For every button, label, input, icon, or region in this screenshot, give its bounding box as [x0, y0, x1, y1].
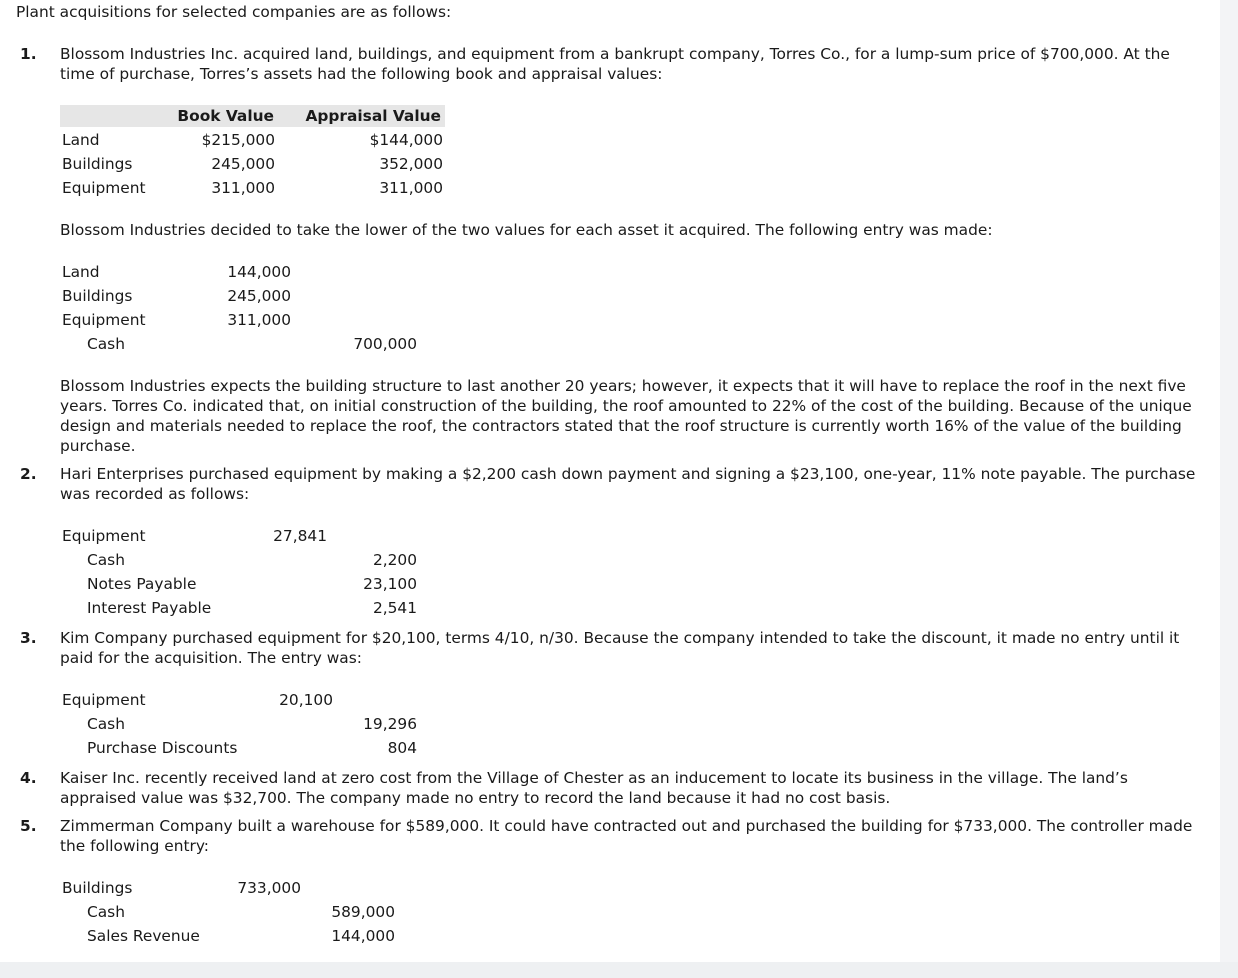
entry-debit: 311,000 — [227, 311, 291, 329]
entry-debit: 20,100 — [279, 691, 333, 709]
entry-credit: 700,000 — [353, 335, 417, 353]
entry-account: Purchase Discounts — [87, 739, 238, 757]
item-number-4: 4. — [20, 769, 37, 787]
item-5-text: Zimmerman Company built a warehouse for $589,000. It could have contracted out and purchased the building for $733,000. The controller made the following entry: — [60, 817, 1193, 855]
item-1-text: Blossom Industries Inc. acquired land, buildings, and equipment from a bankrupt company, Torres Co., for a lump-sum price of $700,000. At the time of purchase, Torres’s assets had the following book and appraisal values: — [60, 45, 1170, 83]
page-bottom-edge — [0, 962, 1238, 978]
item-number-1: 1. — [20, 45, 37, 63]
table-cell-book: $215,000 — [201, 131, 275, 149]
item-number-3: 3. — [20, 629, 37, 647]
entry-account: Sales Revenue — [87, 927, 200, 945]
table-cell-appraisal: $144,000 — [369, 131, 443, 149]
entry-account: Land — [62, 263, 100, 281]
entry-credit: 2,541 — [372, 599, 417, 617]
entry-account: Notes Payable — [87, 575, 197, 593]
entry-account: Equipment — [62, 691, 146, 709]
table-row-label: Buildings — [62, 155, 133, 173]
entry-credit: 144,000 — [331, 927, 395, 945]
table-header-appraisal-value: Appraisal Value — [305, 107, 441, 125]
table-cell-appraisal: 352,000 — [379, 155, 443, 173]
page-scroll-gutter — [1220, 0, 1238, 978]
entry-account: Cash — [87, 715, 125, 733]
table-row-label: Equipment — [62, 179, 146, 197]
entry-credit: 804 — [387, 739, 417, 757]
item-number-5: 5. — [20, 817, 37, 835]
entry-account: Cash — [87, 903, 125, 921]
entry-account: Equipment — [62, 311, 146, 329]
table-cell-book: 245,000 — [211, 155, 275, 173]
item-2-text: Hari Enterprises purchased equipment by making a $2,200 cash down payment and signing a $23,100, one-year, 11% note payable. The purchase was recorded as follows: — [60, 465, 1196, 503]
entry-debit: 245,000 — [227, 287, 291, 305]
intro-text: Plant acquisitions for selected companies are as follows: — [16, 3, 452, 21]
item-1-text-2: Blossom Industries decided to take the lower of the two values for each asset it acquired. The following entry was made: — [60, 221, 993, 239]
item-3-text: Kim Company purchased equipment for $20,100, terms 4/10, n/30. Because the company intended to take the discount, it made no entry until it paid for the acquisition. The entry was: — [60, 629, 1180, 667]
entry-credit: 2,200 — [372, 551, 417, 569]
entry-credit: 19,296 — [363, 715, 417, 733]
table-cell-appraisal: 311,000 — [379, 179, 443, 197]
item-4-text: Kaiser Inc. recently received land at zero cost from the Village of Chester as an inducement to locate its business in the village. The land’s appraised value was $32,700. The company made no entry to record the land because it had no cost basis. — [60, 769, 1128, 807]
table-header-book-value: Book Value — [177, 107, 274, 125]
entry-account: Buildings — [62, 879, 133, 897]
entry-debit: 144,000 — [227, 263, 291, 281]
entry-account: Buildings — [62, 287, 133, 305]
entry-credit: 23,100 — [363, 575, 417, 593]
table-row-label: Land — [62, 131, 100, 149]
entry-account: Interest Payable — [87, 599, 212, 617]
entry-account: Cash — [87, 551, 125, 569]
item-1-text-3: Blossom Industries expects the building structure to last another 20 years; however, it expects that it will have to replace the roof in the next five years. Torres Co. indicated that, on initial construction of the building, the roof amounted to 22% of the cost of the building. Because of the unique design and materials needed to replace the roof, the contractors stated that the roof structure is currently worth 16% of the value of the building purchase. — [60, 377, 1192, 455]
entry-credit: 589,000 — [331, 903, 395, 921]
entry-debit: 27,841 — [273, 527, 327, 545]
item-number-2: 2. — [20, 465, 37, 483]
entry-debit: 733,000 — [237, 879, 301, 897]
table-cell-book: 311,000 — [211, 179, 275, 197]
entry-account: Equipment — [62, 527, 146, 545]
entry-account: Cash — [87, 335, 125, 353]
